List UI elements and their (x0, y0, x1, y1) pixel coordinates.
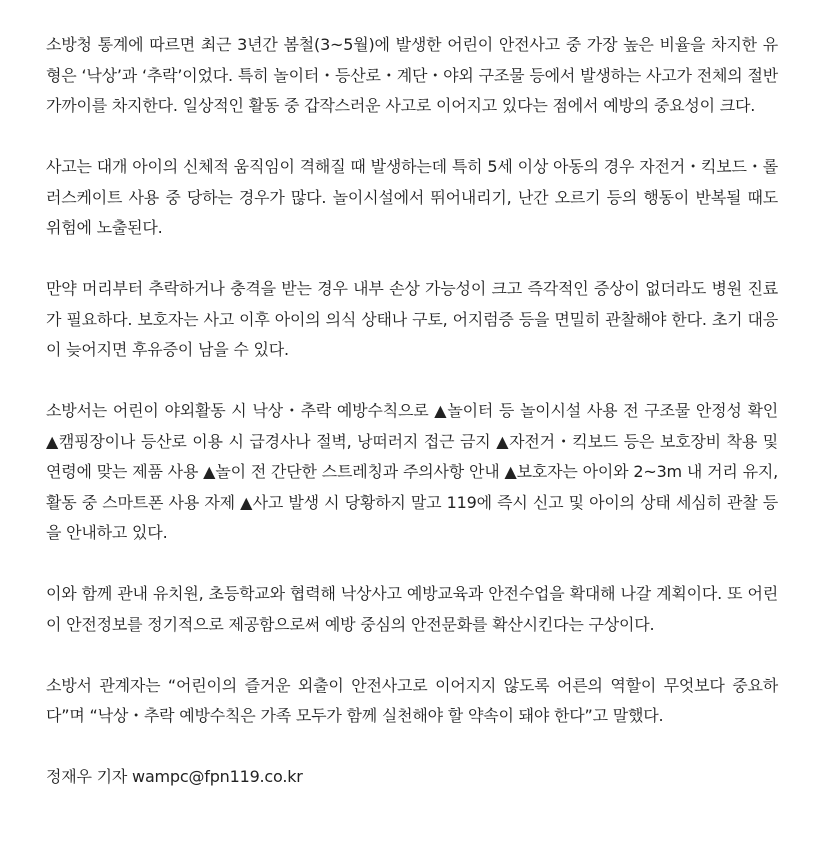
paragraph-accident-causes: 사고는 대개 아이의 신체적 움직임이 격해질 때 발생하는데 특히 5세 이상 아동의 경우 자전거・킥보드・롤러스케이트 사용 중 당하는 경우가 많다. 놀이시설에서 뛰어내리기, 난간 오르기 등의 행동이 반복될 때도 위험에 노출된다. (46, 157, 778, 237)
byline: 정재우 기자 wampc@fpn119.co.kr (46, 767, 303, 786)
paragraph-head-injury-care: 만약 머리부터 추락하거나 충격을 받는 경우 내부 손상 가능성이 크고 즉각적인 증상이 없더라도 병원 진료가 필요하다. 보호자는 사고 이후 아이의 의식 상태나 구토, 어지럼증 등을 면밀히 관찰해야 한다. 초기 대응이 늦어지면 후유증이 남을 수 있다. (46, 279, 778, 359)
paragraph-official-quote: 소방서 관계자는 “어린이의 즐거운 외출이 안전사고로 이어지지 않도록 어른의 역할이 무엇보다 중요하다”며 “낙상・추락 예방수칙은 가족 모두가 함께 실천해야 할 약속이 돼야 한다”고 말했다. (46, 675, 778, 725)
paragraph-prevention-rules: 소방서는 어린이 야외활동 시 낙상・추락 예방수칙으로 ▲놀이터 등 놀이시설 사용 전 구조물 안정성 확인 ▲캠핑장이나 등산로 이용 시 급경사나 절벽, 낭떠러지 접근 금지 ▲자전거・킥보드 등은 보호장비 착용 및 연령에 맞는 제품 사용 ▲놀이 전 간단한 스트레칭과 주의사항 안내 ▲보호자는 아이와 2~3m 내 거리 유지, 활동 중 스마트폰 사용 자제 ▲사고 발생 시 당황하지 말고 119에 즉시 신고 및 아이의 상태 세심히 관찰 등을 안내하고 있다. (46, 401, 778, 542)
article-body (46, 30, 778, 793)
paragraph-spring-accident-statistics: 소방청 통계에 따르면 최근 3년간 봄철(3~5월)에 발생한 어린이 안전사고 중 가장 높은 비율을 차지한 유형은 ‘낙상’과 ‘추락’이었다. 특히 놀이터・등산로・계단・야외 구조물 등에서 발생하는 사고가 전체의 절반 가까이를 차지한다. 일상적인 활동 중 갑작스러운 사고로 이어지고 있다는 점에서 예방의 중요성이 크다. (46, 35, 778, 115)
paragraph-education-plan: 이와 함께 관내 유치원, 초등학교와 협력해 낙상사고 예방교육과 안전수업을 확대해 나갈 계획이다. 또 어린이 안전정보를 정기적으로 제공함으로써 예방 중심의 안전문화를 확산시킨다는 구상이다. (46, 584, 778, 634)
